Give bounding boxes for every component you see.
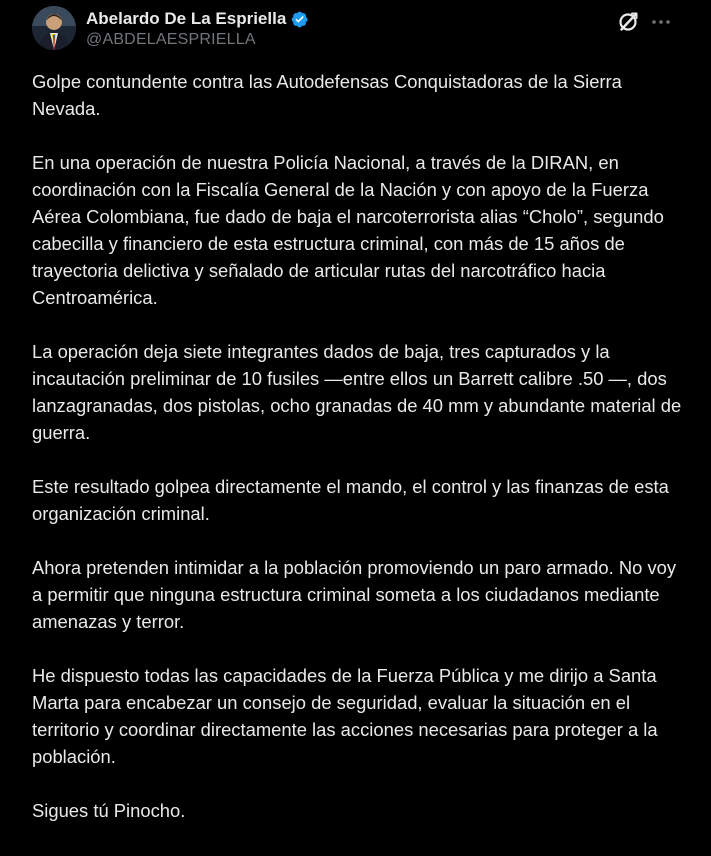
tweet-header — [32, 6, 682, 54]
avatar[interactable] — [32, 6, 76, 50]
tweet-paragraph: He dispuesto todas las capacidades de la Fuerza Pública y me dirijo a Santa Marta para encabezar un consejo de seguridad, evaluar la situación en el territorio y coordinar directamente las acciones necesarias para proteger a la población. — [32, 665, 658, 767]
tweet-paragraph: En una operación de nuestra Policía Nacional, a través de la DIRAN, en coordinación con la Fiscalía General de la Nación y con apoyo de la Fuerza Aérea Colombiana, fue dado de baja el narcoterrorista alias “Cholo”, segundo cabecilla y financiero de esta estructura criminal, con más de 15 años de trayectoria delictiva y señalado de articular rutas del narcotráfico hacia Centroamérica. — [32, 152, 664, 308]
tweet-paragraph: Sigues tú Pinocho. — [32, 800, 186, 821]
author-handle[interactable]: @ABDELAESPRIELLA — [86, 31, 256, 48]
tweet-paragraph: Ahora pretenden intimidar a la población promoviendo un paro armado. No voy a permitir que ninguna estructura criminal someta a los ciudadanos mediante amenazas y terror. — [32, 557, 677, 632]
tweet-paragraph: Golpe contundente contra las Autodefensas Conquistadoras de la Sierra Nevada. — [32, 71, 622, 119]
author-display-name[interactable]: Abelardo De La Espriella — [86, 9, 287, 28]
display-name-row — [86, 8, 309, 30]
tweet-paragraph: La operación deja siete integrantes dados de baja, tres capturados y la incautación preliminar de 10 fusiles —entre ellos un Barrett calibre .50 —, dos lanzagranadas, dos pistolas, ocho granadas de 40 mm y abundante material de guerra. — [32, 341, 682, 443]
author-block — [86, 8, 309, 49]
avatar-image — [32, 6, 76, 50]
more-horizontal-icon[interactable] — [648, 10, 674, 34]
verified-badge-icon[interactable] — [290, 10, 309, 29]
tweet-paragraph: Este resultado golpea directamente el mando, el control y las finanzas de esta organización criminal. — [32, 476, 669, 524]
tweet-text — [32, 68, 682, 824]
grok-slash-circle-icon[interactable] — [616, 10, 640, 34]
